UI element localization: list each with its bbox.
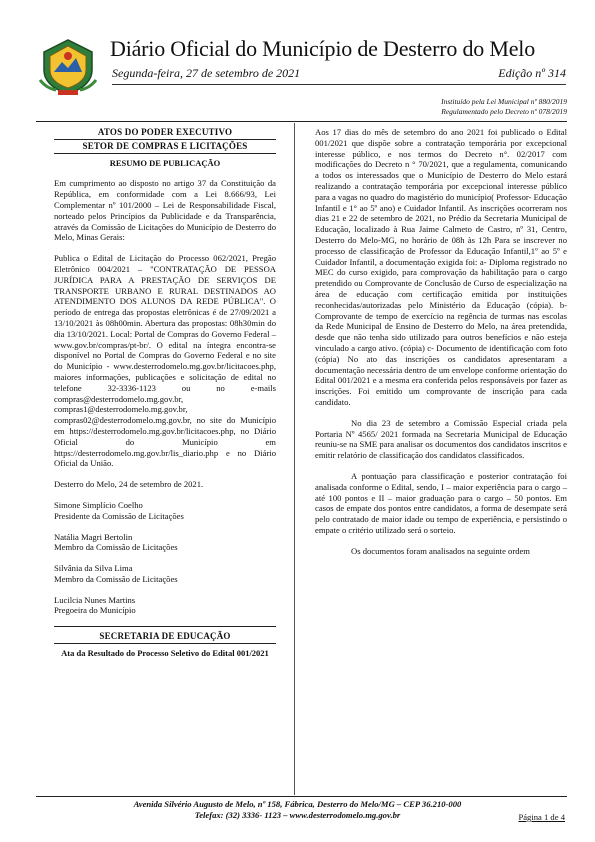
masthead [36, 34, 566, 104]
paragraph-analysis-order: Os documentos foram analisados na seguinte ordem [351, 545, 530, 556]
newspaper-title: Diário Oficial do Município de Desterro do Melo [110, 36, 535, 61]
signatory-role: Pregoeira do Município [54, 605, 136, 616]
section-heading-purchasing: SETOR DE COMPRAS E LICITAÇÕES [54, 141, 276, 154]
institution-note [441, 97, 567, 117]
signatory-role: Presidente da Comissão de Licitações [54, 510, 184, 521]
signatory-name: Silvânia da Silva Lima [54, 563, 133, 574]
signature-block [54, 563, 276, 585]
header-rule [112, 84, 566, 85]
signatory-name: Lucilcia Nunes Martins [54, 594, 136, 605]
column-divider [294, 123, 295, 795]
signature-block [54, 595, 276, 617]
paragraph-place-date: Desterro do Melo, 24 de setembro de 2021. [54, 479, 204, 490]
edition-number: Edição nº 314 [498, 66, 566, 80]
institution-decree: Regulamentado pelo Decreto nº 078/2019 [441, 107, 567, 116]
issue-date: Segunda-feira, 27 de setembro de 2021 [112, 66, 301, 80]
paragraph-scoring-criteria: A pontuação para classificação e posterior contratação foi analisada conforme o Edital, sendo, I – maior experiência para o cargo – até 100 pontos e II – maior graduação para o cargo – 50 pontos. Em casos de empate dos pontos entre candidatos, a forma de desempate será pelo contratado de maior idade ou tempo de experiência, e persistindo o empate o critério utilizado será o sorteio. [315, 470, 567, 535]
paragraph-legal-basis: Em cumprimento ao disposto no artigo 37 da Constituição da República, em conformidade com a Lei 8.666/93, Lei Complementar nº 101/2000 – Lei de Responsabilidade Fiscal, norteado pelos Princípios da Publicidade e da Transparência, através da Comissão de Licitações do Município de Desterro do Melo, Minas Gerais: [54, 178, 276, 243]
left-column [54, 127, 276, 669]
signatory-role: Membro da Comissão de Licitações [54, 573, 178, 584]
right-column [315, 127, 567, 566]
municipal-coat-of-arms-icon [36, 34, 100, 98]
signature-block [54, 532, 276, 554]
signatory-name: Natália Magri Bertolin [54, 531, 133, 542]
paragraph-edital-description: Aos 17 dias do mês de setembro do ano 2021 foi publicado o Edital 001/2021 que dispõe sobre a contratação temporária por excepcional interesse público, e nos termos do Decreto n°. 02/2017 com modificações do Decreto n ° 70/2021, que a regulamenta, comunicando a todos os interessados que o Município de Desterro do Melo estará realizando a contratação temporária por excepcional interesse público para a vagas no quadro do magistério do município( Professor- Educação Infantil e 1° ao 5º ano) e Cuidador Infantil. As inscrições ocorreram nos dias 21 e 22 de setembro de 2021, no Prédio da Secretaria Municipal de Educação, localizado à Rua Jaime Calmeto de Castro, nº 31, Centro, Desterro do Melo-MG, no horário de 08h às 12h Para se inscrever no processo de classificação de Professor da Educação Infantil,1º ao 5º e Cuidador Infantil, a documentação exigida foi: a- Diploma registrado no MEC do curso exigido, para comprovação da habilitação para o cargo pretendido ou Comprovante de Conclusão de Curso de especialização na área de educação com certificação emitida por instituições reconhecidas/autorizadas pelo Ministério da Educação (cópia). b- Comprovante de tempo de exercício na regência de turmas nas escolas da Rede Municipal de Ensino de Desterro do Melo, na área pretendida, desde que não tenha sido utilizado para outros benefícios e não esteja vinculado a cargo ativo. (cópia) c- Documento de identificação com foto (cópia) No ato das inscrições os candidatos apresentaram a documentação necessária dentro de um envelope conforme orientação do Edital 001/2021 e a mesma era conferida pelos responsáveis por fazer as inscrições. Foi emitido um comprovante de inscrição para cada candidato. [315, 127, 567, 407]
content-top-rule [36, 121, 567, 122]
footer-rule [36, 796, 567, 797]
page-number: Página 1 de 4 [518, 812, 565, 822]
paragraph-tender-notice: Publica o Edital de Licitação do Processo 062/2021, Pregão Eletrônico 004/2021 – "CONTRATAÇÃO DE PESSOA JURÍDICA PARA A PRESTAÇÃO DE SERVIÇOS DE TRANSPORTE URBANO E RURAL DESTINADOS AO ATENDIMENTO DOS ALUNOS DA REDE PÚBLICA". O período de entrega das propostas eletrônicas é de 27/09/2021 a 13/10/2021 às 08h00min. Abertura das propostas: 08h30min do dia 13/10/2021. Local: Portal de Compras do Governo Federal – www.gov.br/compras/pt-br/. O edital na íntegra encontra-se disponível no Portal de Compras do Governo Federal e no site do Município - www.desterrodomelo.mg.gov.br/licitacoes.php, maiores informações, publicações e solicitação de edital no telefone 32-3336-1123 ou no e-mails compras@desterrodomelo.mg.gov.br, compras1@desterrodomelo.mg.gov.br, compras02@desterrodomelo.mg.gov.br, no site do Município em https://desterrodomelo.mg.gov.br/licitacoes.php, no Diário Oficial do Município em https://desterrodomelo.mg.gov.br/lis_diario.php e no Diário Oficial da União. [54, 253, 276, 469]
publication-summary-heading: RESUMO DE PUBLICAÇÃO [109, 157, 221, 168]
signatory-name: Simone Simplício Coelho [54, 499, 143, 510]
selection-result-heading: Ata da Resultado do Processo Seletivo do Edital 001/2021 [61, 648, 269, 659]
section-heading-education: SECRETARIA DE EDUCAÇÃO [54, 626, 276, 644]
footer-contact: Telefax: (32) 3336- 1123 – www.desterrodomelo.mg.gov.br [194, 810, 401, 820]
footer [0, 799, 595, 821]
section-heading-executive: ATOS DO PODER EXECUTIVO [54, 127, 276, 140]
signatory-role: Membro da Comissão de Licitações [54, 542, 178, 553]
footer-address: Avenida Silvério Augusto de Melo, nº 158, Fábrica, Desterro do Melo/MG – CEP 36.210-000 [133, 799, 462, 809]
paragraph-commission-meeting: No dia 23 de setembro a Comissão Especial criada pela Portaria Nº 4565/ 2021 formada na Secretaria Municipal de Educação reuniu-se na SME para analisar os documentos dos candidatos inscritos e emitir relatório de classificação dos candidatos classificados. [315, 417, 567, 461]
signature-block [54, 500, 276, 522]
institution-law: Instituído pela Lei Municipal nº 880/2019 [441, 97, 567, 106]
